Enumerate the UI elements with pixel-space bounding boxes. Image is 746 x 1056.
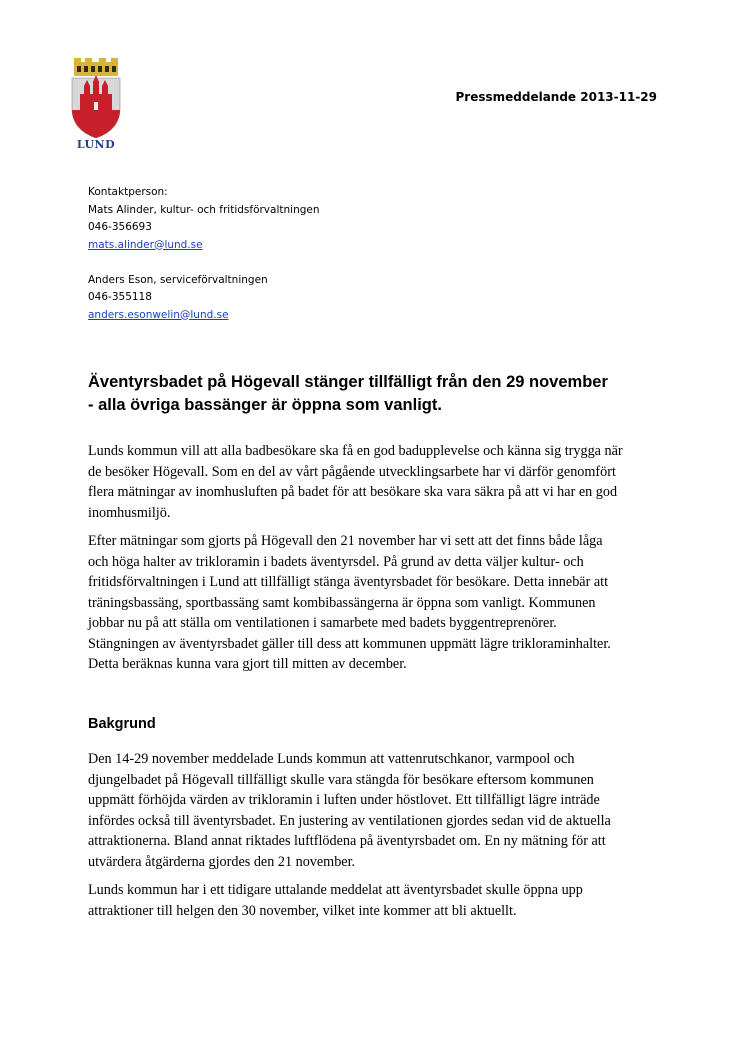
contact-email-link-2[interactable]: anders.esonwelin@lund.se <box>88 308 229 321</box>
text-line: flera mätningar av inomhusluften på badet för att besökare ska vara säkra på att vi har en god <box>88 484 618 500</box>
contact-phone-1: 046-356693 <box>88 221 152 233</box>
text-line: inomhusmiljö. <box>88 504 171 521</box>
text-line: Detta beräknas kunna vara gjort till mitten av december. <box>88 656 407 672</box>
text-line: Den 14-29 november meddelade Lunds kommun att vattenrutschkanor, varmpool och <box>88 751 575 767</box>
article-title <box>88 371 658 417</box>
text-line: Efter mätningar som gjorts på Högevall den 21 november har vi sett att det finns både låga <box>88 533 603 549</box>
text-line: uppmätt förhöjda värden av trikloramin i luften under höstlovet. Ett tillfälligt lägre inträde <box>88 792 600 808</box>
text-line: infördes också till äventyrsbadet. En justering av ventilationen gjordes sedan vid de aktuella <box>88 812 611 829</box>
text-line: och höga halter av trikloramin i badets äventyrsdel. På grund av detta väljer kultur- och <box>88 553 584 570</box>
coat-of-arms-icon <box>68 58 124 138</box>
background-heading: Bakgrund <box>88 716 156 732</box>
text-line: Lunds kommun vill att alla badbesökare ska få en god badupplevelse och känna sig trygga när <box>88 443 623 459</box>
background-paragraph-1 <box>88 749 678 872</box>
text-line: jobbar nu på att ställa om ventilationen i samarbete med badets byggentreprenörer. <box>88 615 557 631</box>
contact-label: Kontaktperson: <box>88 186 168 198</box>
text-line: de besöker Högevall. Som en del av vårt pågående utvecklingsarbete har vi därför genomfört <box>88 463 616 480</box>
contact-block <box>88 184 320 324</box>
text-line: attraktionerna. Bland annat riktades luftflödena på äventyrsbadet om. En ny mätning för att <box>88 833 606 849</box>
contact-email-link-1[interactable]: mats.alinder@lund.se <box>88 238 203 251</box>
contact-name-2: Anders Eson, serviceförvaltningen <box>88 273 268 286</box>
press-release-date: Pressmeddelande 2013-11-29 <box>455 90 657 104</box>
text-line: djungelbadet på Högevall tillfälligt skulle vara stängda för besökare eftersom kommunen <box>88 771 594 788</box>
text-line: attraktioner till helgen den 30 november, vilket inte kommer att bli aktuellt. <box>88 902 517 919</box>
title-line: - alla övriga bassänger är öppna som vanligt. <box>88 396 442 414</box>
paragraph-1 <box>88 441 678 523</box>
lund-logo <box>68 58 124 158</box>
background-paragraph-2 <box>88 880 678 921</box>
logo-text: LUND <box>76 138 116 151</box>
contact-name-1: Mats Alinder, kultur- och fritidsförvaltningen <box>88 203 320 216</box>
paragraph-2 <box>88 531 678 675</box>
text-line: träningsbassäng, sportbassäng samt kombibassängerna är öppna som vanligt. Kommunen <box>88 594 596 611</box>
text-line: Lunds kommun har i ett tidigare uttalande meddelat att äventyrsbadet skulle öppna upp <box>88 882 583 898</box>
text-line: utvärdera åtgärderna gjordes den 21 november. <box>88 853 356 870</box>
text-line: Stängningen av äventyrsbadet gäller till dess att kommunen uppmätt lägre trikloraminhalter. <box>88 635 611 652</box>
title-line: Äventyrsbadet på Högevall stänger tillfälligt från den 29 november <box>88 373 608 391</box>
contact-phone-2: 046-355118 <box>88 291 152 303</box>
text-line: fritidsförvaltningen i Lund att tillfälligt stänga äventyrsbadet för besökare. Detta innebär att <box>88 574 609 590</box>
